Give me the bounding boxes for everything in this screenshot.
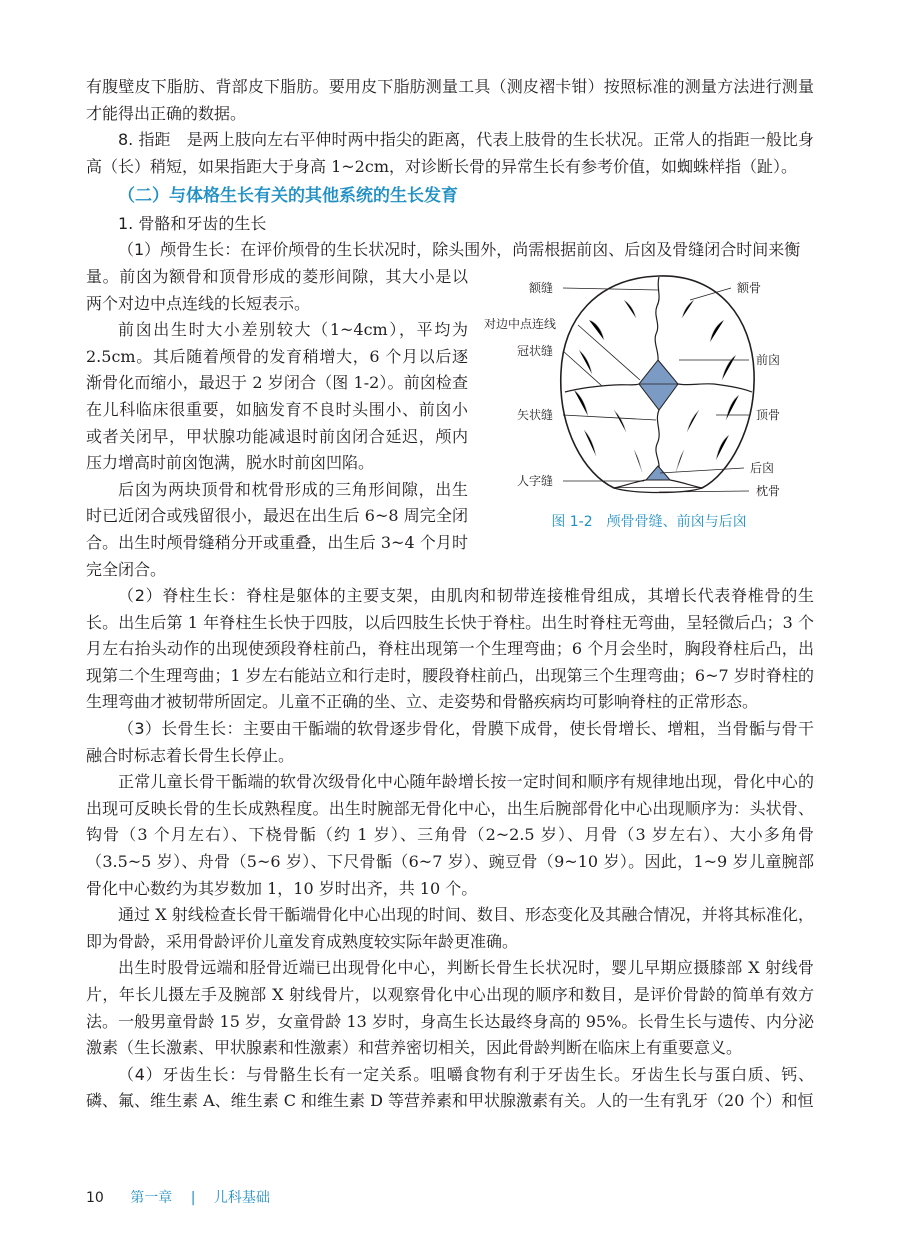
paragraph-ossification-centers: 正常儿童长骨干骺端的软骨次级骨化中心随年龄增长按一定时间和顺序有规律地出现，骨化中心的出现可反映长骨的生长成熟程度。出生时腕部无骨化中心，出生后腕部骨化中心出现顺序为：头状骨、钩骨（3 个月左右）、下桡骨骺（约 1 岁）、三角骨（2~2.5 岁）、月骨（3 岁左右）、大小多角骨（3.5~5 岁）、舟骨（5~6 岁）、下尺骨骺（6~7 岁）、豌豆骨（9~10 岁）。因此，1~9 岁儿童腕部骨化中心数约为其岁数加 1，10 岁时出齐，共 10 个。 — [86, 772, 814, 898]
arm-span-text: 是两上肢向左右平伸时两中指尖的距离，代表上肢骨的生长状况。正常人的指距一般比身高（长）稍短，如果指距大于身高 1~2cm，对诊断长骨的异常生长有参考价值，如蜘蛛样指（趾）。 — [86, 130, 814, 176]
label-posterior-fontanelle: 后囟 — [750, 460, 775, 475]
paragraph-arm-span — [86, 127, 814, 180]
label-midpoint-line: 对边中点连线 — [484, 316, 557, 331]
footer-separator: | — [190, 1190, 196, 1206]
paragraph-long-bone — [86, 716, 814, 769]
label-sagittal-suture: 矢状缝 — [517, 407, 554, 422]
teeth-heading: （4）牙齿生长 — [118, 1064, 230, 1084]
label-frontal-bone: 额骨 — [737, 280, 762, 295]
paragraph-posterior-fontanelle: 后囟为两块顶骨和枕骨形成的三角形间隙，出生时已近闭合或残留很小，最迟在出生后 6~8 周完全闭合。出生时颅骨缝稍分开或重叠，出生后 3~4 个月时完全闭合。 — [86, 479, 468, 579]
book-title: 儿科基础 — [213, 1190, 270, 1206]
label-parietal-bone: 顶骨 — [756, 407, 781, 422]
paragraph-bone-age: 通过 X 射线检查长骨干骺端骨化中心出现的时间、数目、形态变化及其融合情况，并将其标准化，即为骨龄，采用骨龄评价儿童发育成熟度较实际年龄更准确。 — [86, 905, 814, 951]
long-bone-heading: （3）长骨生长 — [118, 719, 227, 739]
spine-text: ：脊柱是躯体的主要支架，由肌肉和韧带连接椎骨组成，其增长代表脊椎骨的生长。出生后第 1 年脊柱生长快于四肢，以后四肢生长快于脊柱。出生时脊柱无弯曲，呈轻微后凸；3 个月左右抬头动作的出现使颈段脊柱前凸，脊柱出现第一个生理弯曲；6 个月会坐时，胸段脊柱后凸，出现第二个生理弯曲；1 岁左右能站立和行走时，腰段脊柱前凸，出现第三个生理弯曲；6~7 岁时脊柱的生理弯曲才被韧带所固定。儿童不正确的坐、立、走姿势和骨骼疾病均可影响脊柱的正常形态。 — [86, 586, 814, 712]
label-occipital-bone: 枕骨 — [756, 483, 781, 498]
label-anterior-fontanelle: 前囟 — [756, 352, 781, 367]
text-figure-block — [86, 264, 814, 583]
paragraph-spine — [86, 583, 814, 716]
label-coronal-suture: 冠状缝 — [517, 343, 554, 358]
label-metopic-suture: 额缝 — [529, 280, 554, 295]
paragraph-skull-anterior-def: 量。前囟为额骨和顶骨形成的菱形间隙，其大小是以两个对边中点连线的长短表示。 — [86, 266, 468, 313]
skull-heading: （1）颅骨生长 — [118, 240, 225, 260]
spine-heading: （2）脊柱生长 — [118, 586, 230, 606]
page-footer — [86, 1187, 270, 1207]
left-text-column — [86, 264, 468, 583]
page-body — [86, 74, 814, 1115]
arm-span-heading: 8. 指距 — [118, 130, 171, 150]
label-lambdoid-suture: 人字缝 — [517, 473, 554, 488]
figure-caption: 图 1-2 颅骨骨缝、前囟与后囟 — [551, 513, 747, 530]
section-heading: （二）与体格生长有关的其他系统的生长发育 — [118, 186, 458, 207]
paragraph-teeth — [86, 1062, 814, 1115]
paragraph-subcutaneous-fat: 有腹壁皮下脂肪、背部皮下脂肪。要用皮下脂肪测量工具（测皮褶卡钳）按照标准的测量方法进行测量才能得出正确的数据。 — [86, 77, 814, 123]
subsection-heading: 1. 骨骼和牙齿的生长 — [118, 214, 267, 234]
skull-figure — [484, 260, 814, 531]
paragraph-anterior-fontanelle: 前囟出生时大小差别较大（1~4cm），平均为 2.5cm。其后随着颅骨的发育稍增大，6 个月以后逐渐骨化而缩小，最迟于 2 岁闭合（图 1-2）。前囟检查在儿科临床很重要，如脑发育不良时头围小、前囟小或者关闭早，甲状腺功能减退时前囟闭合延迟，颅内压力增高时前囟饱满，脱水时前囟凹陷。 — [86, 320, 468, 473]
paragraph-bone-age-xray: 出生时股骨远端和胫骨近端已出现骨化中心，判断长骨生长状况时，婴儿早期应摄膝部 X 射线骨片，年长儿摄左手及腕部 X 射线骨片，以观察骨化中心出现的顺序和数目，是评价骨龄的简单有效方法。一般男童骨龄 15 岁，女童骨龄 13 岁时，身高生长达最终身高的 95%。长骨生长与遗传、内分泌激素（生长激素、甲状腺素和性激素）和营养密切相关，因此骨龄判断在临床上有重要意义。 — [86, 958, 814, 1058]
page-number: 10 — [86, 1190, 104, 1206]
chapter-label: 第一章 — [130, 1190, 173, 1206]
teeth-text: ：与骨骼生长有一定关系。咀嚼食物有利于牙齿生长。牙齿生长与蛋白质、钙、磷、氟、维生素 A、维生素 C 和维生素 D 等营养素和甲状腺激素有关。人的一生有乳牙（20 个）和恒 — [86, 1064, 814, 1111]
skull-diagram — [484, 260, 814, 505]
long-bone-text: ：主要由干骺端的软骨逐步骨化，骨膜下成骨，使长骨增长、增粗，当骨骺与骨干融合时标志着长骨生长停止。 — [86, 719, 814, 765]
skull-text-1: ：在评价颅骨的生长状况时，除头围外，尚需根据前囟、后囟及骨缝闭合时间来衡 — [224, 240, 801, 260]
